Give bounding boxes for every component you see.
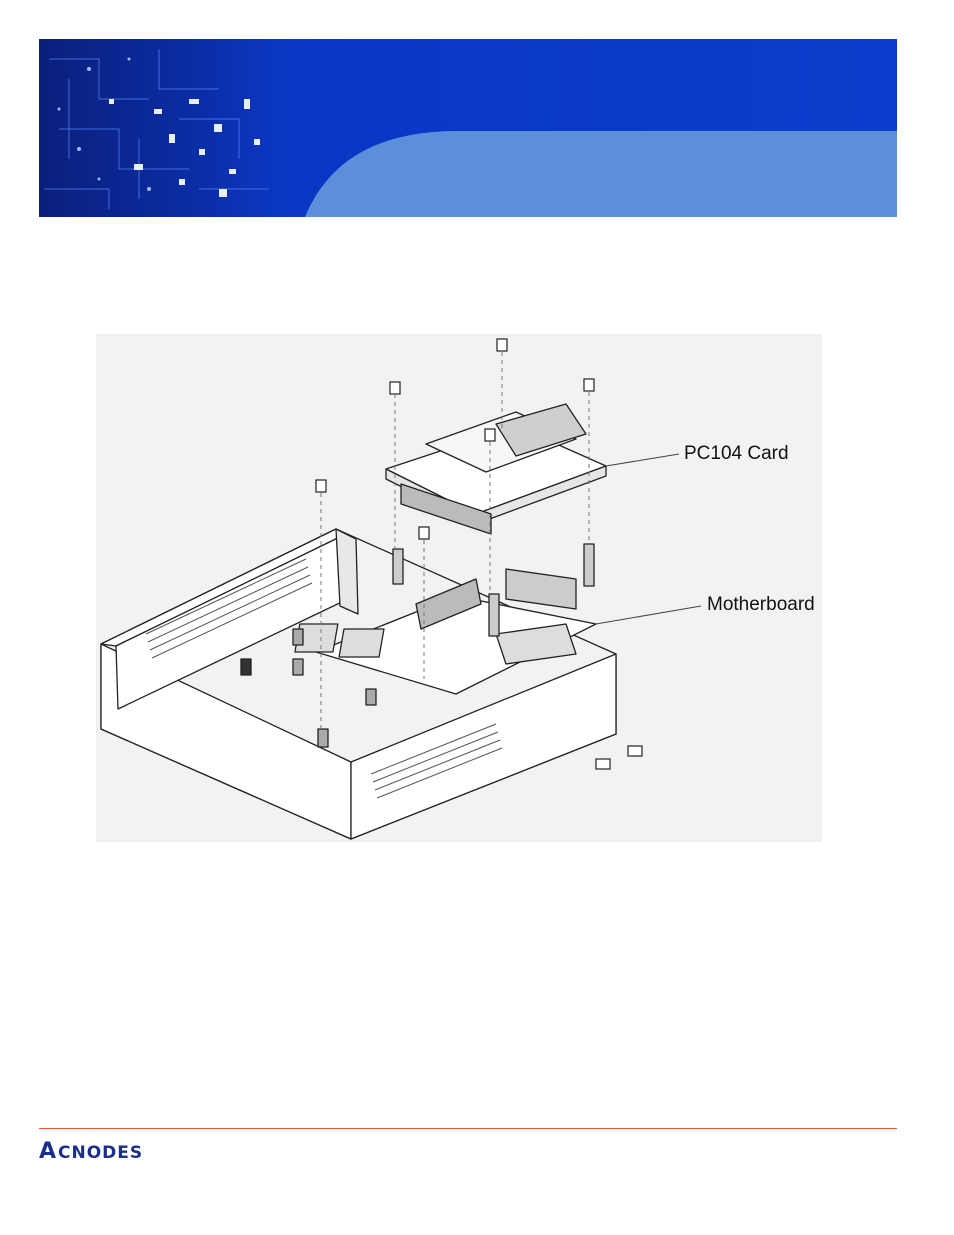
banner-wave-shape — [39, 39, 897, 217]
svg-text:A: A — [39, 1139, 58, 1162]
pc104-card-label: PC104 Card — [684, 443, 789, 464]
svg-text:CNODES: CNODES — [58, 1143, 144, 1162]
acnodes-logo — [39, 1138, 199, 1162]
motherboard-leader-line — [596, 606, 701, 624]
motherboard-label: Motherboard — [707, 594, 815, 615]
footer-divider — [39, 1128, 897, 1129]
header-banner — [39, 39, 897, 217]
assembly-diagram — [96, 334, 822, 842]
pc104-installation-drawing — [96, 334, 822, 842]
pc104-leader-line — [606, 454, 679, 466]
